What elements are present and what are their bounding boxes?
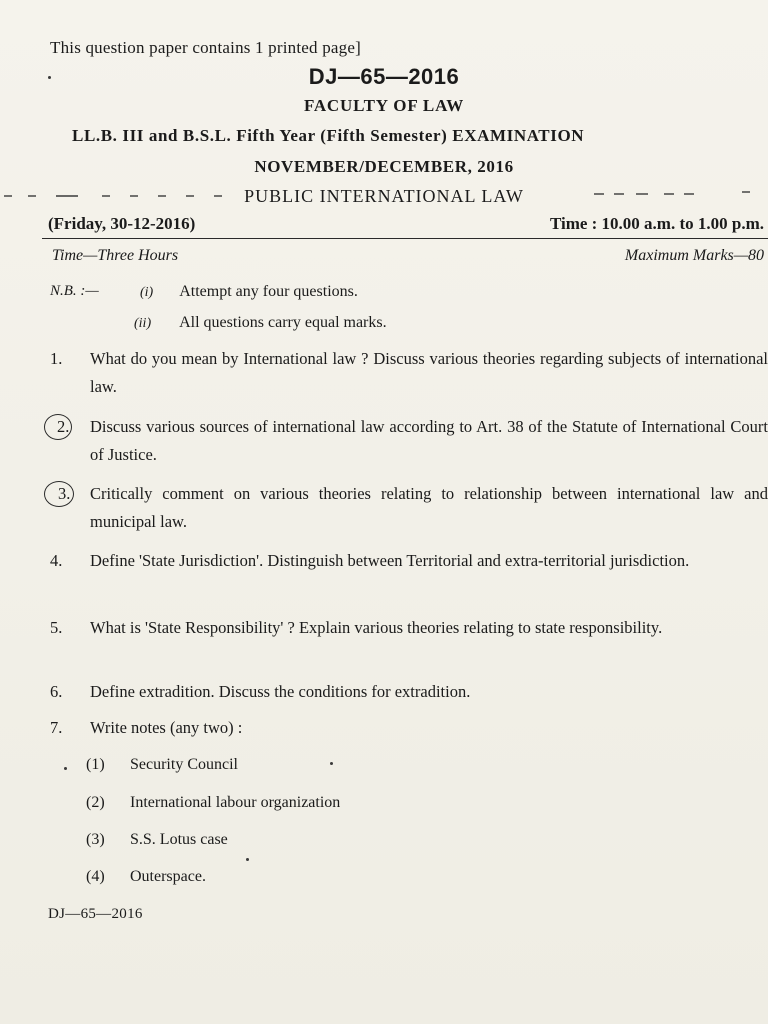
exam-title: LL.B. III and B.S.L. Fifth Year (Fifth Semester) EXAMINATION [72,126,585,145]
question-item [50,547,768,575]
question-item [50,678,768,706]
question-number: 3. [58,484,71,503]
scan-speck [330,762,333,765]
question-item [50,714,768,742]
question-text: Write notes (any two) : [90,718,243,737]
printed-page-note: This question paper contains 1 printed page] [50,38,361,57]
scan-speck [64,767,67,770]
question-number: 1. [50,349,63,368]
instruction-number: (i) [140,285,154,300]
question-text: What do you mean by International law ? Discuss various theories regarding subjects of international law. [90,349,768,396]
question-text: What is 'State Responsibility' ? Explain various theories relating to state responsibility. [90,618,663,637]
question-number: 2. [57,417,70,436]
question-text: Discuss various sources of international law according to Art. 38 of the Statute of International Court of Justice. [90,417,768,464]
footer-code: DJ—65—2016 [48,906,143,922]
scan-speck [48,76,51,79]
faculty-title: FACULTY OF LAW [303,96,465,115]
note-option [86,868,206,886]
note-text: Outerspace. [130,868,206,885]
exam-date: (Friday, 30-12-2016) [48,214,196,233]
instruction-item [134,314,387,332]
paper-code: DJ—65—2016 [308,64,460,89]
question-number: 6. [50,682,63,701]
question-text: Critically comment on various theories relating to relationship between international law and municipal law. [90,484,768,531]
instructions-label: N.B. :— [50,283,99,299]
note-option [86,831,228,849]
instruction-text: Attempt any four questions. [179,283,358,300]
note-number: (4) [86,868,105,885]
note-number: (2) [86,794,105,811]
instruction-text: All questions carry equal marks. [179,314,387,331]
instruction-item [140,283,358,301]
question-item [50,345,768,401]
question-text: Define extradition. Discuss the conditions for extradition. [90,682,471,701]
note-option [86,794,340,812]
note-text: International labour organization [130,794,341,811]
question-number: 7. [50,718,63,737]
instruction-number: (ii) [134,316,152,331]
note-text: S.S. Lotus case [130,831,228,848]
question-item [50,480,768,536]
question-item [50,413,768,469]
question-number: 4. [50,551,63,570]
duration: Time—Three Hours [52,247,179,264]
note-number: (3) [86,831,105,848]
note-number: (1) [86,756,105,773]
exam-time: Time : 10.00 a.m. to 1.00 p.m. [549,214,764,233]
note-text: Security Council [130,756,238,773]
maximum-marks: Maximum Marks—80 [624,247,764,264]
subject-title: PUBLIC INTERNATIONAL LAW [244,186,524,206]
scan-speck [246,858,249,861]
exam-session: NOVEMBER/DECEMBER, 2016 [254,157,514,176]
question-item [50,614,768,642]
note-option [86,756,238,774]
header-rule [42,238,768,239]
question-text: Define 'State Jurisdiction'. Distinguish between Territorial and extra-territorial jurisdiction. [90,551,690,570]
question-number: 5. [50,618,63,637]
